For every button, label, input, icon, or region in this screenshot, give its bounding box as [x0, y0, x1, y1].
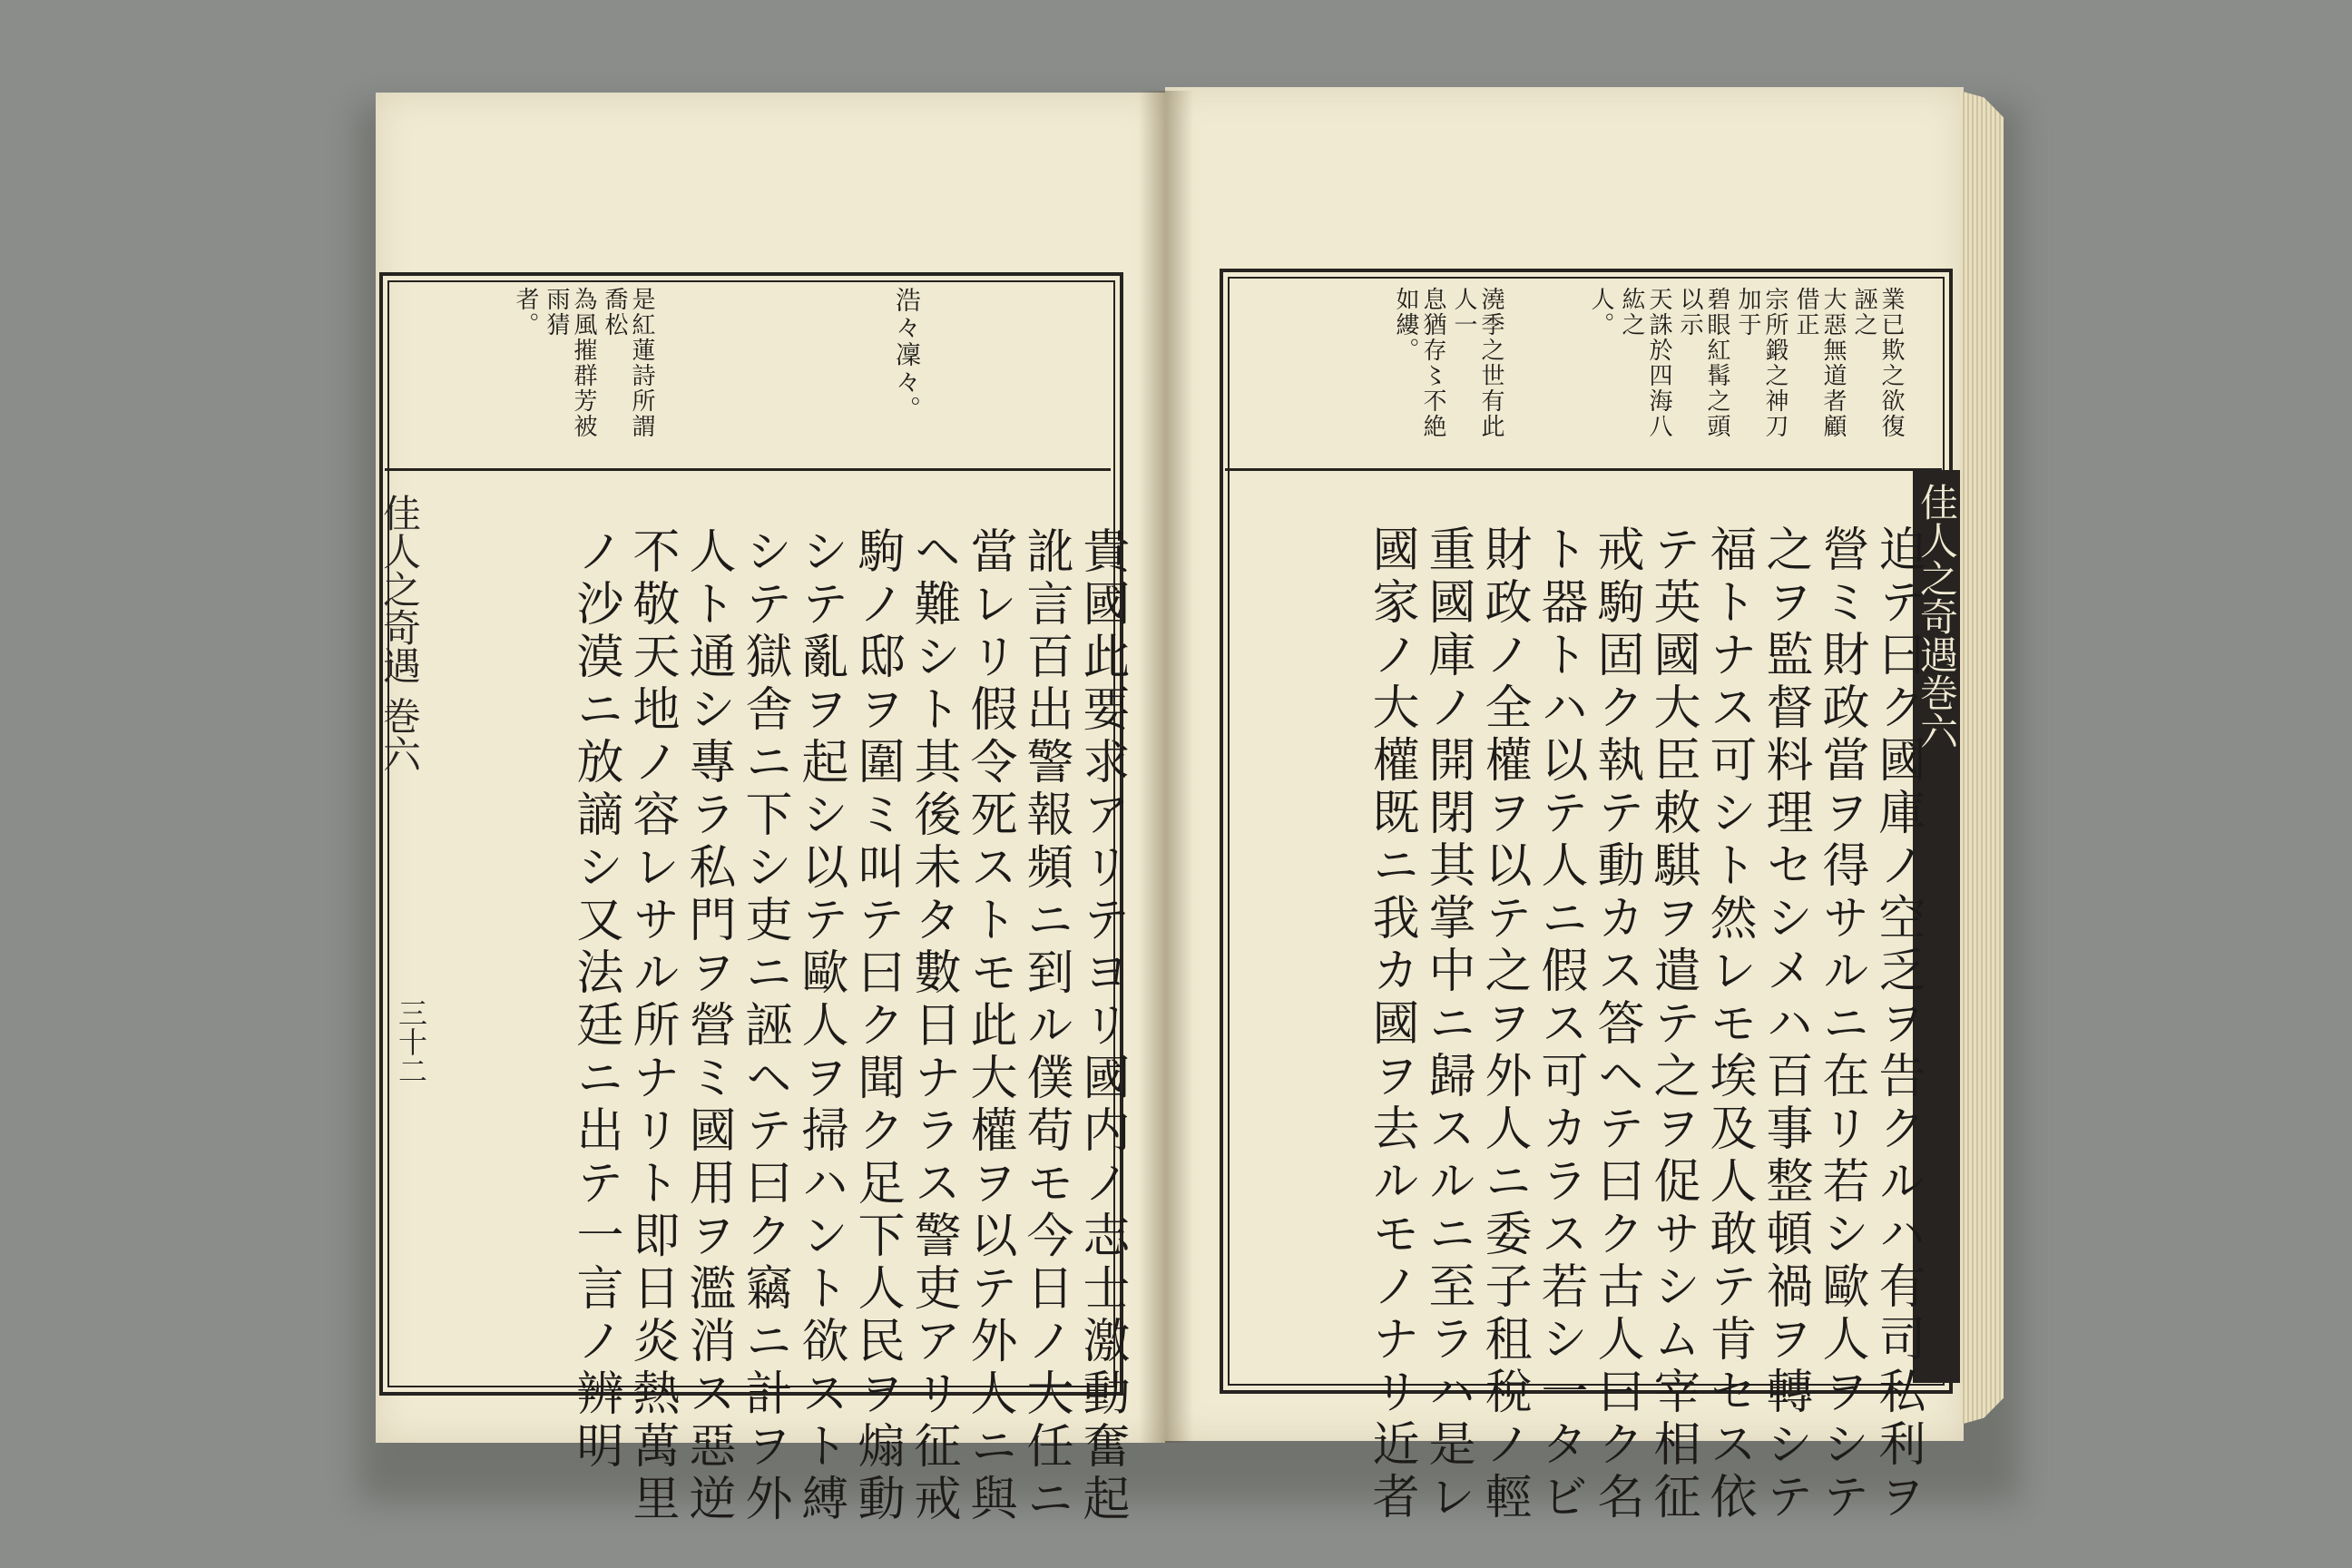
text-column: シテ亂ヲ起シ以テ歐人ヲ掃ハント欲スト縛: [793, 526, 848, 1526]
left-headnote-divider: [385, 468, 1111, 471]
text-column: ノ沙漠ニ放謫シ又法廷ニ出テ一言ノ辨明: [568, 526, 622, 1474]
right-headnote-1: [1583, 287, 1905, 459]
text-column: シテ獄舎ニ下シ吏ニ誣ヘテ曰ク竊ニ計ヲ外: [737, 526, 791, 1526]
text-column: 貴國此要求アリテヨリ國内ノ志士激動奮起: [1074, 526, 1129, 1526]
book-gutter: [1139, 91, 1193, 1443]
headnote-column: 大惡無道者顧借正: [1792, 287, 1847, 439]
text-column: 不敬天地ノ容レサル所ナリト即日炎熱萬里: [624, 526, 679, 1526]
running-title-text: 佳人之奇遇巻六: [1915, 483, 1959, 750]
headnote-column: 者。: [512, 287, 539, 338]
headnote-column: 是紅蓮詩所謂喬松: [601, 287, 655, 439]
right-headnote-2: [1388, 287, 1504, 459]
text-column: 人ト通シ專ラ私門ヲ營ミ國用ヲ濫消ス惡逆: [681, 526, 735, 1526]
left-headnote-1: [508, 287, 655, 459]
headnote-column: 碧眼紅髯之頭以示: [1676, 287, 1730, 439]
text-column: テ英國大臣敕騏ヲ遣テ之ヲ促サシム宰相征: [1645, 524, 1700, 1524]
text-column: 營ミ財政當ヲ得サルニ在リ若シ歐人ヲシテ: [1814, 524, 1868, 1524]
headnote-column: 業已欺之欲復誣之: [1850, 287, 1905, 439]
text-column: 訛言百出警報頻ニ到ル僕苟モ今日ノ大任ニ: [1018, 526, 1073, 1526]
text-column: 重國庫ノ開閉其掌中ニ歸スルニ至ラハ是レ: [1420, 524, 1475, 1524]
text-column: 國家ノ大權既ニ我カ國ヲ去ルモノナリ近者: [1364, 524, 1418, 1524]
headnote-column: 天誅於四海八紘之: [1618, 287, 1672, 439]
text-column: 之ヲ監督料理セシメハ百事整頓禍ヲ轉シテ: [1758, 524, 1812, 1524]
left-body-text: [431, 526, 1130, 1526]
running-title-text: 佳人之奇遇 巻六: [377, 494, 422, 773]
headnote-column: 為風摧群芳被雨猜: [543, 287, 597, 439]
left-running-title: [377, 481, 421, 1379]
folio-number: 三十二: [394, 998, 428, 1085]
text-column: ヘ難シト其後未タ數日ナラス警吏アリ征戒: [906, 526, 960, 1526]
page-edges: [1960, 91, 2004, 1425]
headnote-column: 人。: [1587, 287, 1614, 338]
headnote-column: 息猶存〻不絶如縷。: [1392, 287, 1446, 439]
right-headnote-divider: [1225, 468, 1942, 471]
headnote-column: 澆季之世有此人一: [1450, 287, 1504, 439]
headnote-column: 宗所鍛之神刀加于: [1734, 287, 1788, 439]
text-column: 福トナス可シト然レモ埃及人敢テ肯セス依: [1701, 524, 1756, 1524]
right-body-text: [1236, 524, 1926, 1524]
text-column: ト器トハ以テ人ニ假ス可カラス若シ一タビ: [1533, 524, 1587, 1524]
headnote-column: 浩々凜々。: [892, 287, 922, 423]
text-column: 駒ノ邸ヲ圍ミ叫テ曰ク聞ク足下人民ヲ煽動: [849, 526, 904, 1526]
text-column: 當レリ假令死ストモ此大權ヲ以テ外人ニ與: [962, 526, 1016, 1526]
left-headnote-2: [889, 287, 920, 459]
text-column: 迫テ曰ク國庫ノ空乏ヲ告クルハ有司私利ヲ: [1870, 524, 1925, 1524]
text-column: 戒駒固ク執テ動カス答ヘテ曰ク古人曰ク名: [1589, 524, 1643, 1524]
text-column: 財政ノ全權ヲ以テ之ヲ外人ニ委子租稅ノ輕: [1476, 524, 1531, 1524]
